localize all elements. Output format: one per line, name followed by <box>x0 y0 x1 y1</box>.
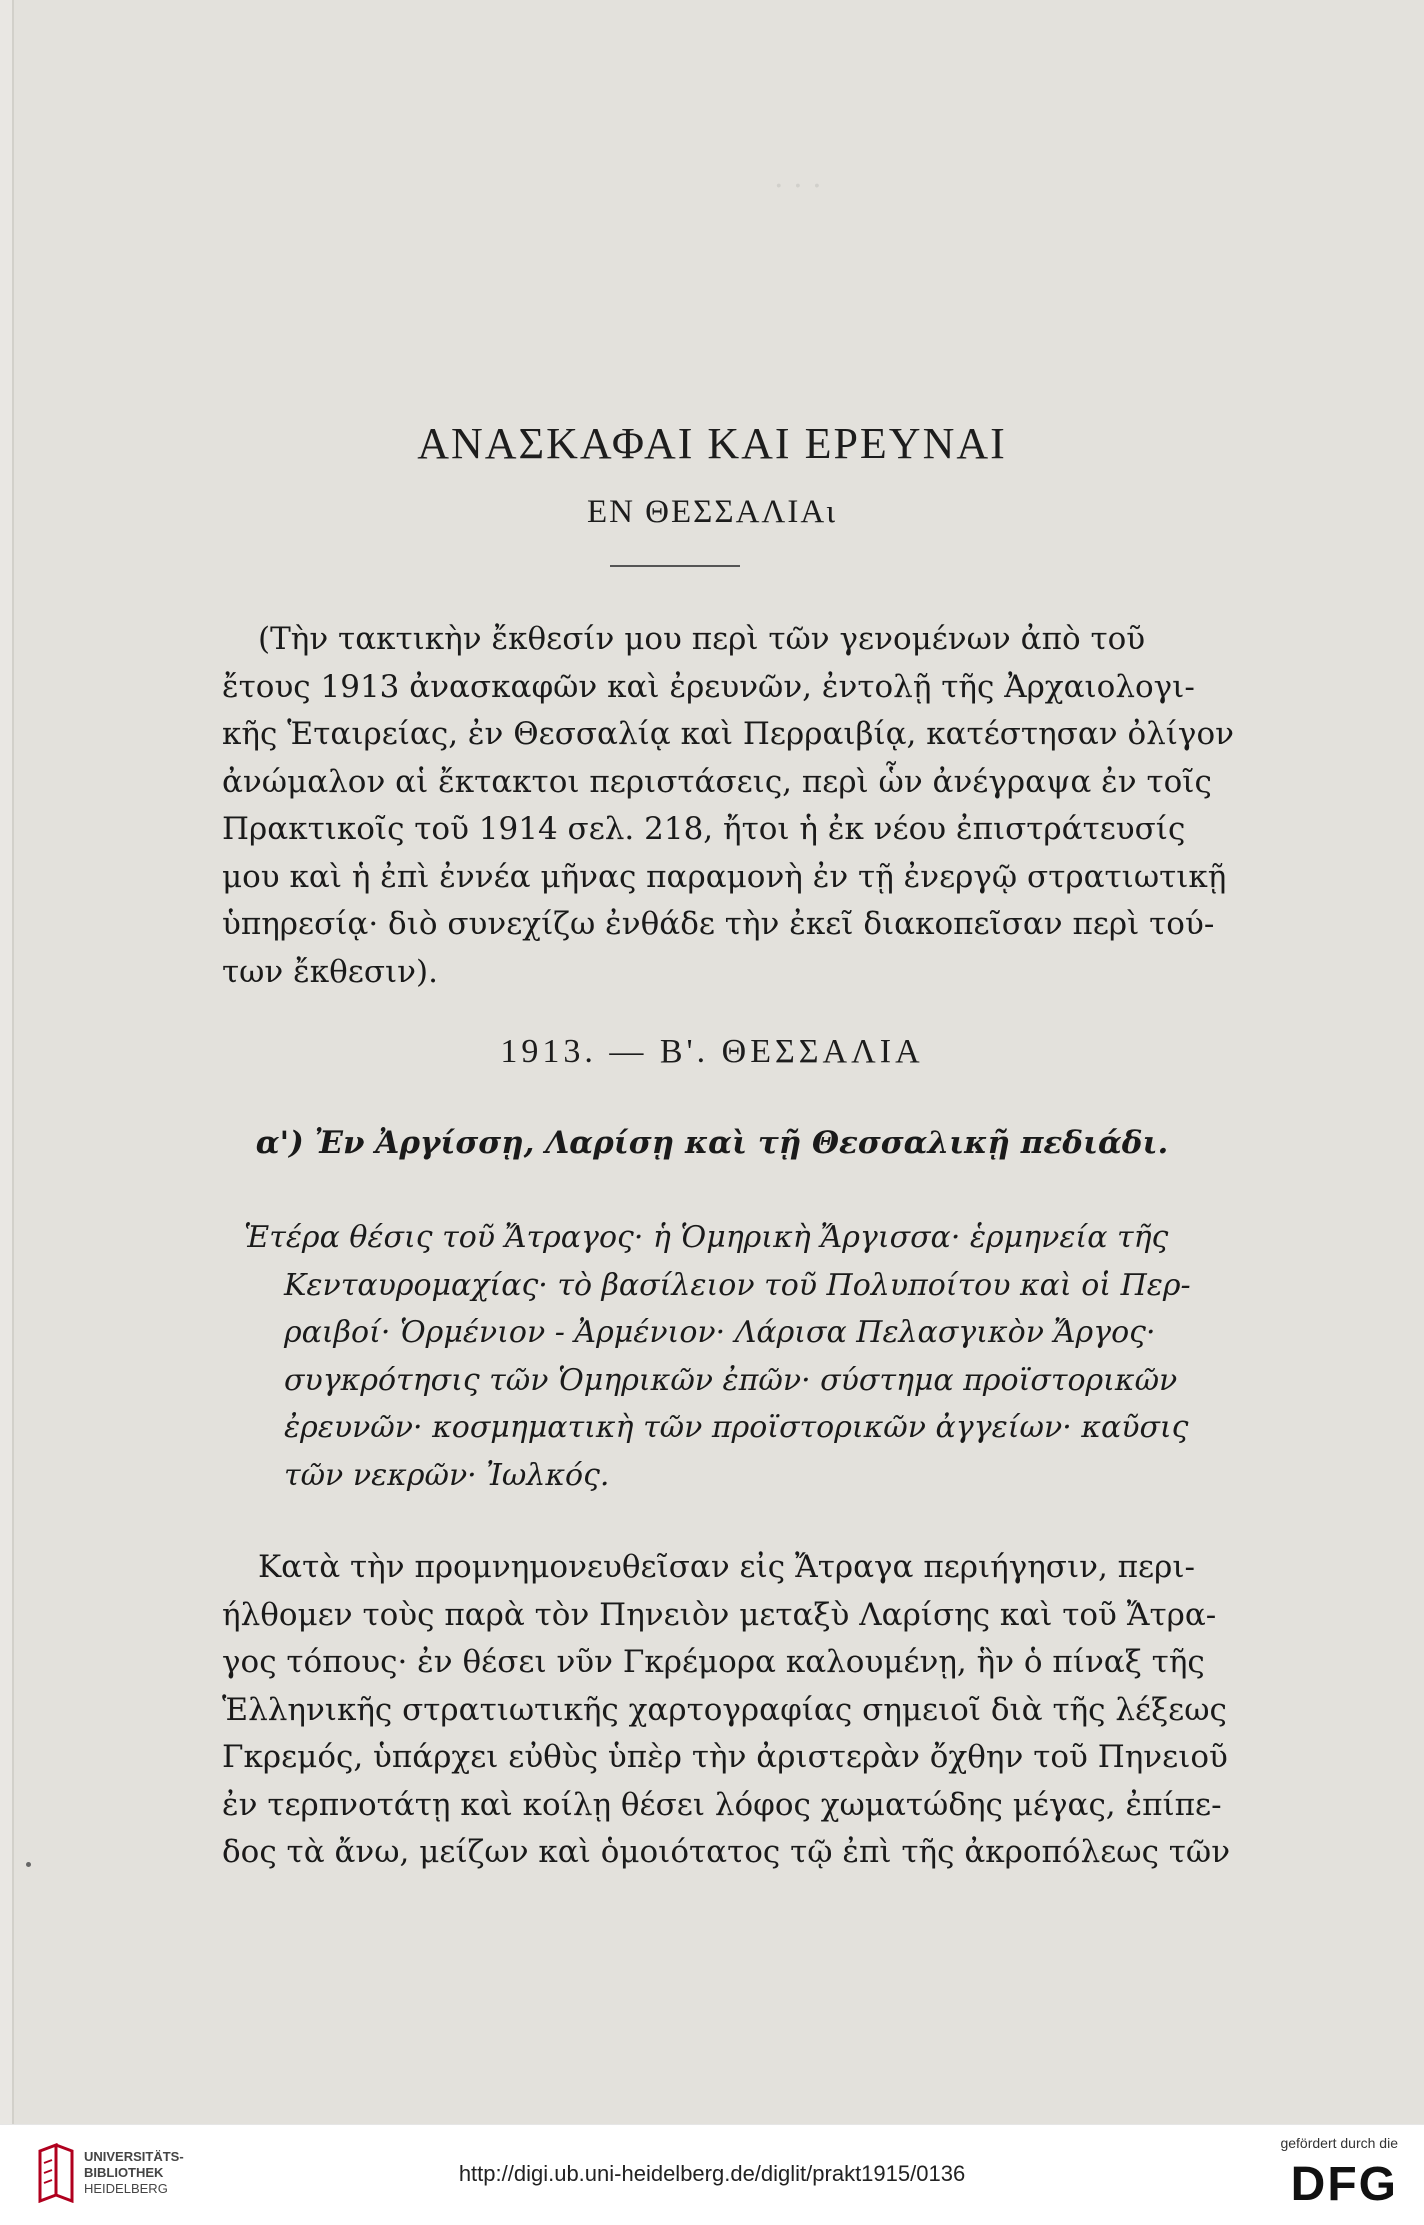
body-line: ήλθομεν τοὺς παρὰ τὸν Πηνειὸν μεταξὺ Λαρίσης καὶ τοῦ Ἄτρα- <box>222 1596 1217 1633</box>
document-page: . . . <box>12 0 1424 2124</box>
summary-line: ραιβοί· Ὁρμένιον - Ἀρμένιον· Λάρισα Πελασγικὸν Ἄργος· <box>284 1315 1156 1350</box>
body-line: Γκρεμός, ὑπάρχει εὐθὺς ὑπὲρ τὴν ἀριστερὰν ὄχθην τοῦ Πηνειοῦ <box>222 1739 1228 1775</box>
body-line: ἐν τερπνοτάτῃ καὶ κοίλῃ θέσει λόφος χωματώδης μέγας, ἐπίπε- <box>222 1786 1222 1823</box>
intro-line: των ἔκθεσιν). <box>222 953 438 990</box>
body-paragraph <box>222 1544 1231 1877</box>
library-name: UNIVERSITÄTS- BIBLIOTHEK HEIDELBERG <box>84 2149 184 2196</box>
intro-line: κῆς Ἑταιρείας, ἐν Θεσσαλίᾳ καὶ Περραιβίᾳ, κατέστησαν ὀλίγον <box>222 716 1234 752</box>
funding-note: gefördert durch die <box>1280 2135 1398 2151</box>
summary-line: Ἑτέρα θέσις τοῦ Ἄτραγος· ἡ Ὁμηρικὴ Ἄργισσα· ἑρμηνεία τῆς <box>244 1220 1169 1255</box>
page-title: ΑΝΑΣΚΑΦΑΙ ΚΑΙ ΕΡΕΥΝΑΙ <box>417 419 1007 468</box>
intro-line: (Τὴν τακτικὴν ἔκθεσίν μου περὶ τῶν γενομένων ἀπὸ τοῦ <box>258 621 1146 657</box>
title-divider <box>610 565 740 567</box>
body-line: δος τὰ ἄνω, μείζων καὶ ὁμοιότατος τῷ ἐπὶ τῆς ἀκροπόλεως τῶν <box>222 1834 1231 1870</box>
body-line: Κατὰ τὴν προμνημονευθεῖσαν εἰς Ἄτραγα περιήγησιν, περι- <box>258 1549 1195 1585</box>
intro-line: μου καὶ ἡ ἐπὶ ἐννέα μῆνας παραμονὴ ἐν τῇ ἐνεργῷ στρατιωτικῇ <box>222 858 1227 895</box>
subsection-heading: α') Ἐν Ἀργίσσῃ, Λαρίσῃ καὶ τῇ Θεσσαλικῇ πεδιάδι. <box>255 1125 1169 1161</box>
summary-line: τῶν νεκρῶν· Ἰωλκός. <box>284 1457 610 1493</box>
body-line: Ἑλληνικῆς στρατιωτικῆς χαρτογραφίας σημειοῖ διὰ τῆς λέξεως <box>222 1691 1227 1728</box>
margin-mark <box>26 1862 31 1867</box>
intro-paragraph <box>222 616 1234 996</box>
page-subtitle: ΕΝ ΘΕΣΣΑΛΙΑι <box>586 494 838 530</box>
intro-line: Πρακτικοῖς τοῦ 1914 σελ. 218, ἤτοι ἡ ἐκ νέου ἐπιστράτευσίς <box>222 811 1186 847</box>
summary-line: ἐρευνῶν· κοσμηματικὴ τῶν προϊστορικῶν ἀγγείων· καῦσις <box>284 1410 1189 1445</box>
viewer-footer <box>0 2124 1424 2225</box>
summary-line: συγκρότησις τῶν Ὁμηρικῶν ἐπῶν· σύστημα προϊστορικῶν <box>284 1362 1178 1398</box>
body-line: γος τόπους· ἐν θέσει νῦν Γκρέμορα καλουμένῃ, ἣν ὁ πίναξ τῆς <box>222 1644 1205 1680</box>
intro-line: ἀνώμαλον αἱ ἔκτακτοι περιστάσεις, περὶ ὧν ἀνέγραψα ἐν τοῖς <box>222 763 1212 800</box>
permalink[interactable]: http://digi.ub.uni-heidelberg.de/diglit/prakt1915/0136 <box>458 2161 966 2186</box>
section-heading: 1913. — Β'. ΘΕΣΣΑΛΙΑ <box>500 1033 924 1070</box>
dfg-logo: DFG <box>1290 2158 1398 2211</box>
summary-line: Κενταυρομαχίας· τὸ βασίλειον τοῦ Πολυποίτου καὶ οἱ Περ- <box>284 1267 1191 1303</box>
summary-paragraph <box>244 1214 1191 1499</box>
intro-line: ὑπηρεσίᾳ· διὸ συνεχίζω ἐνθάδε τὴν ἐκεῖ διακοπεῖσαν περὶ τού- <box>222 906 1215 942</box>
intro-line: ἔτους 1913 ἀνασκαφῶν καὶ ἐρευνῶν, ἐντολῇ τῆς Ἀρχαιολογι- <box>222 668 1195 705</box>
